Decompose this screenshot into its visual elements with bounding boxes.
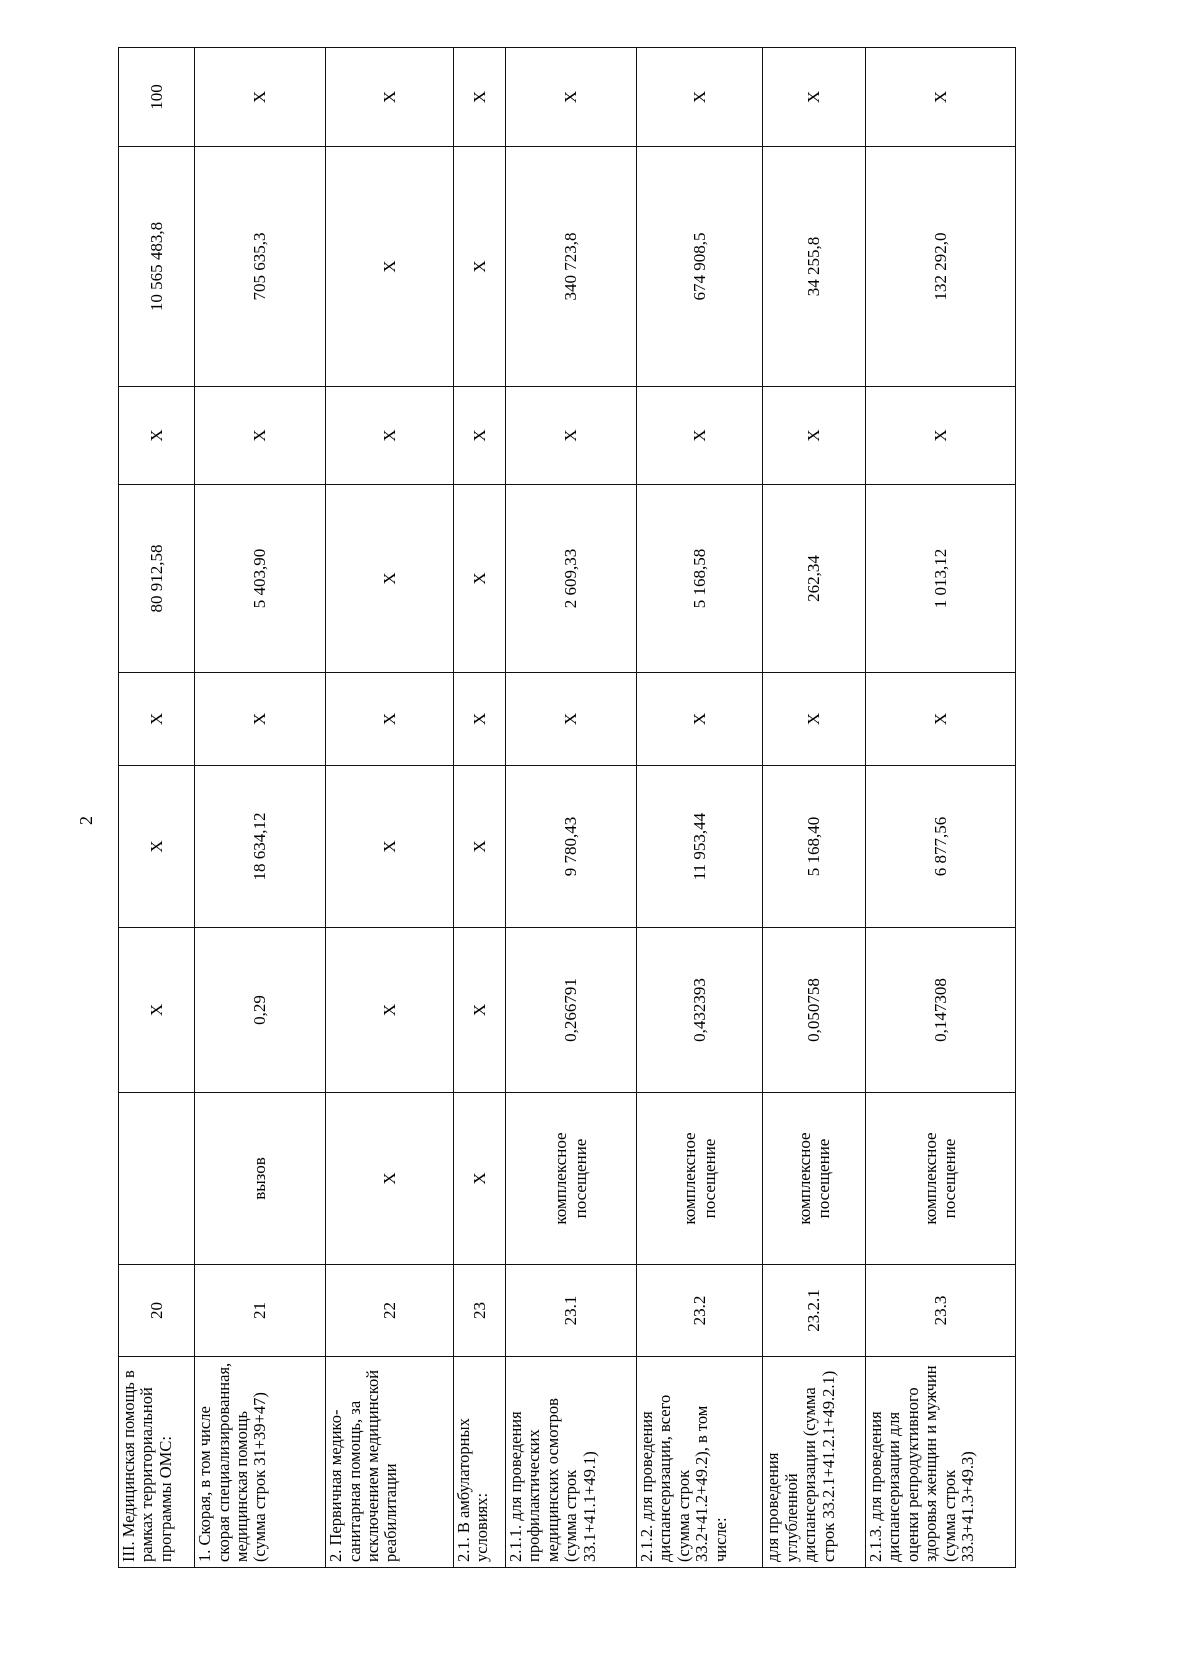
unit-cell: комплексное посещение [865, 1093, 1015, 1265]
per-capita-oms-cell: 1 013,12 [865, 485, 1015, 673]
row-name-cell: 1. Скорая, в том числе скорая специализированная, медицинская помощь (сумма строк 31+39+47) [195, 1357, 326, 1568]
unit-cell: X [453, 1093, 505, 1265]
total-budget-cell: X [865, 387, 1015, 485]
page-number: 2 [76, 816, 96, 825]
total-oms-cell: 674 908,5 [636, 147, 763, 387]
per-capita-oms-cell: 2 609,33 [505, 485, 636, 673]
volume-cell: X [119, 928, 195, 1093]
cost-cell: 9 780,43 [505, 766, 636, 928]
percent-cell: X [763, 48, 865, 147]
per-capita-budget-cell: X [763, 673, 865, 766]
row-name-cell: 2.1.2. для проведения диспансеризации, всего (сумма строк 33.2+41.2+49.2), в том числе: [636, 1357, 763, 1568]
volume-cell: 0,29 [195, 928, 326, 1093]
unit-cell: комплексное посещение [636, 1093, 763, 1265]
per-capita-oms-cell: X [453, 485, 505, 673]
percent-cell: X [636, 48, 763, 147]
cost-cell: X [119, 766, 195, 928]
table-row [326, 48, 454, 1568]
row-name-cell: 2.1.1. для проведения профилактических медицинских осмотров (сумма строк 33.1+41.1+49.1) [505, 1357, 636, 1568]
total-oms-cell: X [453, 147, 505, 387]
table-row [763, 48, 865, 1568]
volume-cell: X [453, 928, 505, 1093]
unit-cell: комплексное посещение [763, 1093, 865, 1265]
line-number-cell: 23.1 [505, 1265, 636, 1357]
row-name-cell: 2.1. В амбулаторных условиях: [453, 1357, 505, 1568]
cost-cell: 6 877,56 [865, 766, 1015, 928]
total-budget-cell: X [453, 387, 505, 485]
row-name-cell: 2.1.3. для проведения диспансеризации для оценки репродуктивного здоровья женщин и мужчин (сумма строк 33.3+41.3+49.3) [865, 1357, 1015, 1568]
volume-cell: 0,147308 [865, 928, 1015, 1093]
per-capita-budget-cell: X [453, 673, 505, 766]
total-budget-cell: X [119, 387, 195, 485]
total-budget-cell: X [763, 387, 865, 485]
per-capita-budget-cell: X [505, 673, 636, 766]
per-capita-oms-cell: 5 403,90 [195, 485, 326, 673]
volume-cell: 0,266791 [505, 928, 636, 1093]
cost-cell: 18 634,12 [195, 766, 326, 928]
table-row [505, 48, 636, 1568]
percent-cell: X [865, 48, 1015, 147]
per-capita-budget-cell: X [119, 673, 195, 766]
per-capita-budget-cell: X [636, 673, 763, 766]
line-number-cell: 23 [453, 1265, 505, 1357]
row-name-cell: 2. Первичная медико-санитарная помощь, за исключением медицинской реабилитации [326, 1357, 454, 1568]
percent-cell: X [505, 48, 636, 147]
cost-cell: 5 168,40 [763, 766, 865, 928]
line-number-cell: 23.2.1 [763, 1265, 865, 1357]
total-oms-cell: X [326, 147, 454, 387]
table-row [119, 48, 195, 1568]
budget-table [118, 47, 1016, 1568]
table-row [453, 48, 505, 1568]
unit-cell: комплексное посещение [505, 1093, 636, 1265]
line-number-cell: 20 [119, 1265, 195, 1357]
percent-cell: 100 [119, 48, 195, 147]
total-oms-cell: 705 635,3 [195, 147, 326, 387]
line-number-cell: 23.2 [636, 1265, 763, 1357]
total-budget-cell: X [505, 387, 636, 485]
cost-cell: X [453, 766, 505, 928]
unit-cell [119, 1093, 195, 1265]
line-number-cell: 21 [195, 1265, 326, 1357]
percent-cell: X [326, 48, 454, 147]
total-oms-cell: 34 255,8 [763, 147, 865, 387]
total-oms-cell: 132 292,0 [865, 147, 1015, 387]
total-oms-cell: 340 723,8 [505, 147, 636, 387]
per-capita-budget-cell: X [195, 673, 326, 766]
per-capita-oms-cell: 262,34 [763, 485, 865, 673]
table-row [195, 48, 326, 1568]
per-capita-oms-cell: 80 912,58 [119, 485, 195, 673]
row-name-cell: III. Медицинская помощь в рамках территориальной программы ОМС: [119, 1357, 195, 1568]
line-number-cell: 22 [326, 1265, 454, 1357]
percent-cell: X [453, 48, 505, 147]
per-capita-budget-cell: X [326, 673, 454, 766]
total-budget-cell: X [326, 387, 454, 485]
table-row [865, 48, 1015, 1568]
volume-cell: 0,432393 [636, 928, 763, 1093]
table-row [636, 48, 763, 1568]
volume-cell: 0,050758 [763, 928, 865, 1093]
total-budget-cell: X [195, 387, 326, 485]
total-budget-cell: X [636, 387, 763, 485]
volume-cell: X [326, 928, 454, 1093]
unit-cell: вызов [195, 1093, 326, 1265]
line-number-cell: 23.3 [865, 1265, 1015, 1357]
cost-cell: X [326, 766, 454, 928]
per-capita-oms-cell: 5 168,58 [636, 485, 763, 673]
unit-cell: X [326, 1093, 454, 1265]
percent-cell: X [195, 48, 326, 147]
cost-cell: 11 953,44 [636, 766, 763, 928]
row-name-cell: для проведения углубленной диспансеризации (сумма строк 33.2.1+41.2.1+49.2.1) [763, 1357, 865, 1568]
rotated-table-container [118, 48, 1016, 1568]
per-capita-budget-cell: X [865, 673, 1015, 766]
total-oms-cell: 10 565 483,8 [119, 147, 195, 387]
per-capita-oms-cell: X [326, 485, 454, 673]
